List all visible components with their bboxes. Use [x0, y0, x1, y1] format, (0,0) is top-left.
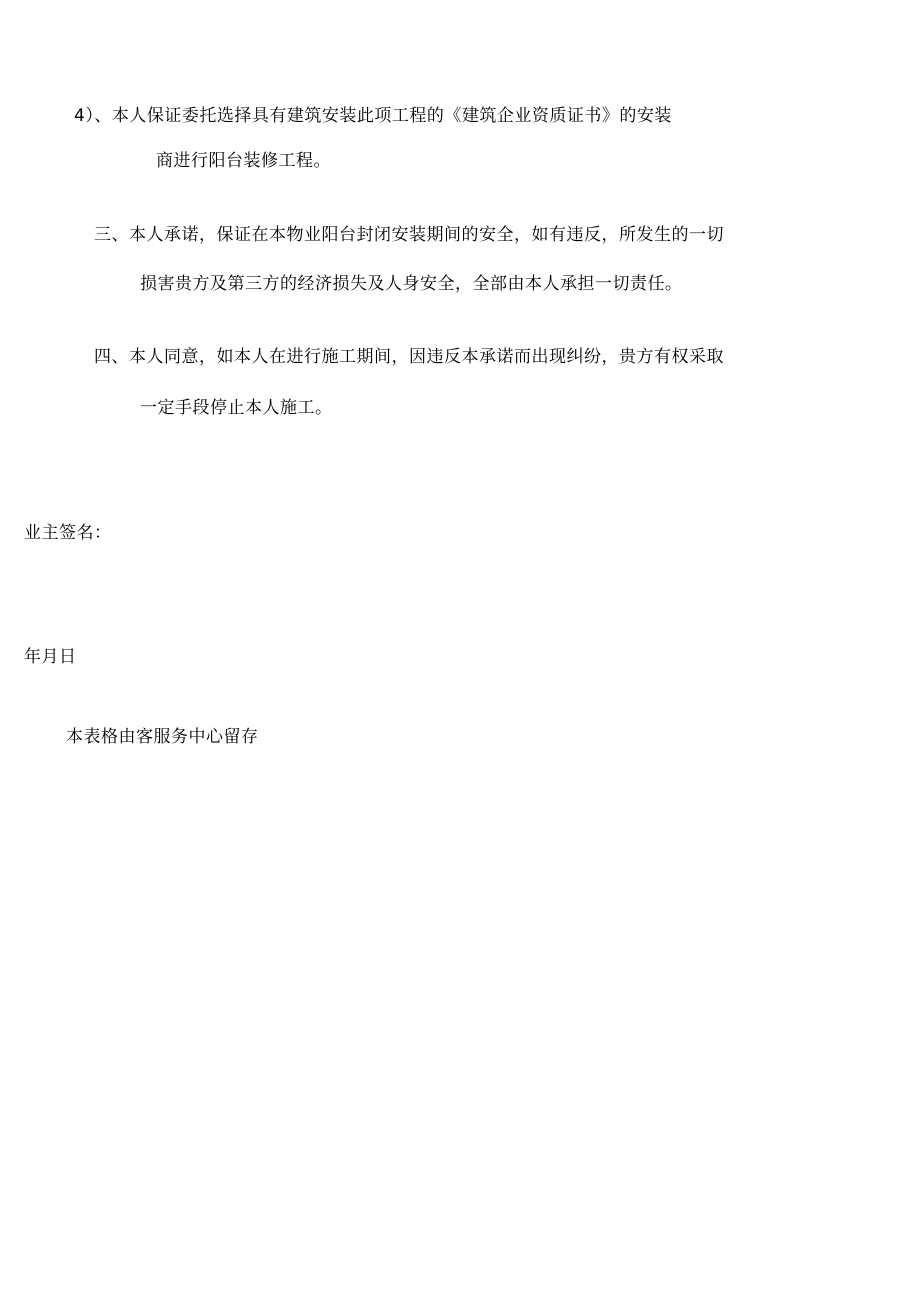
retention-note: 本表格由客服务中心留存: [66, 727, 259, 747]
clause-four-line-1: 四、本人同意，如本人在进行施工期间，因违反本承诺而出现纠纷，贵方有权采取: [94, 347, 724, 367]
clause-4-line-1: 4）、本人保证委托选择具有建筑安装此项工程的《建筑企业资质证书》的安装: [74, 106, 672, 126]
owner-signature-label: 业主签名：: [24, 523, 112, 543]
clause-four-line-2: 一定手段停止本人施工。: [140, 398, 333, 418]
clause-3-line-1: 三、本人承诺，保证在本物业阳台封闭安装期间的安全，如有违反，所发生的一切: [94, 225, 724, 245]
date-label: 年月日: [24, 647, 77, 667]
clause-3-line-2: 损害贵方及第三方的经济损失及人身安全，全部由本人承担一切责任。: [140, 274, 683, 294]
clause-4-line-2: 商进行阳台装修工程。: [156, 151, 331, 171]
